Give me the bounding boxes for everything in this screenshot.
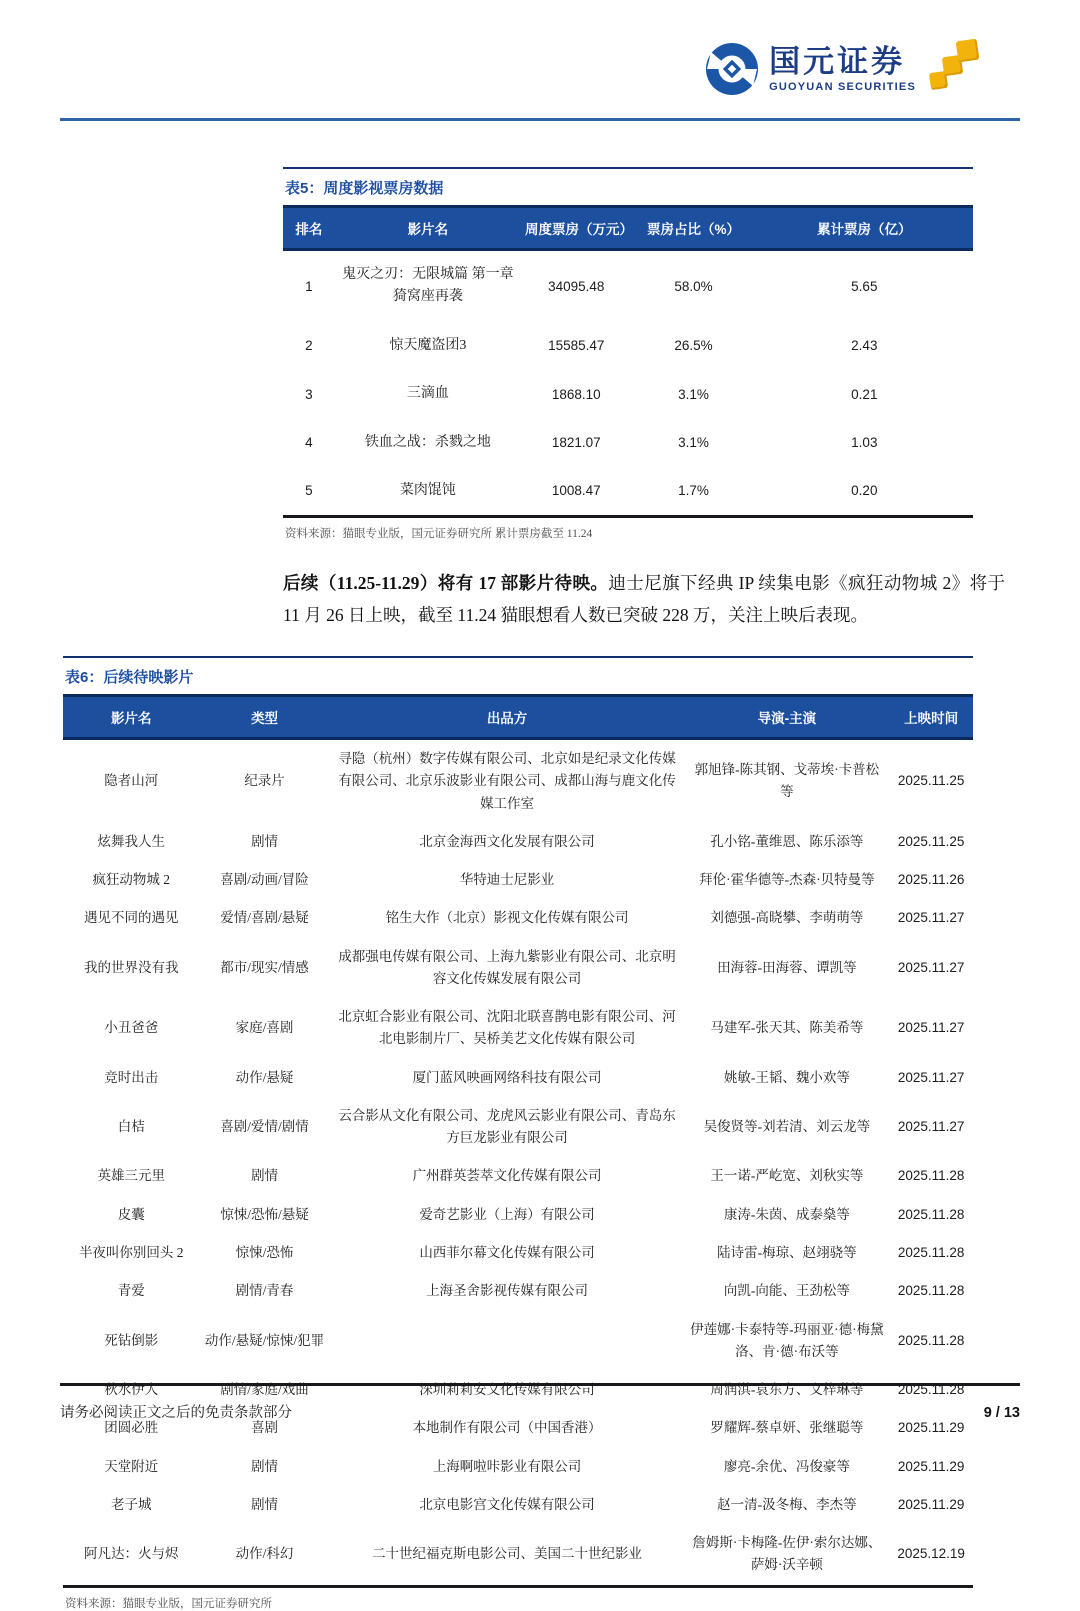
cell: 动作/悬疑 [235, 1069, 294, 1085]
cell: 2025.11.27 [897, 959, 965, 975]
table-row [283, 467, 973, 517]
cell: 2025.11.26 [897, 872, 965, 888]
table-row [63, 1059, 973, 1097]
cell: 姚敏-王韬、魏小欢等 [723, 1069, 850, 1085]
cell: 詹姆斯·卡梅隆-佐伊·索尔达娜、萨姆·沃辛顿 [685, 1524, 890, 1586]
cell: 三滴血 [406, 386, 449, 402]
cell: 铁血之战：杀戮之地 [364, 434, 491, 450]
cell: 剧情/青春 [235, 1283, 294, 1299]
cell: 青爱 [117, 1283, 145, 1299]
table-row [63, 899, 973, 937]
table-row [63, 1196, 973, 1234]
cell: 2025.11.28 [897, 1168, 965, 1184]
cell: 4 [305, 434, 313, 450]
cell: 铭生大作（北京）影视文化传媒有限公司 [385, 910, 629, 926]
table-row [63, 739, 973, 823]
cell: 剧情 [251, 833, 279, 849]
cell: 1 [305, 278, 313, 294]
cell: 上海啊啦咔影业有限公司 [432, 1458, 582, 1474]
cell: 老子城 [111, 1496, 152, 1512]
table-row [63, 1157, 973, 1195]
cell: 竞时出击 [104, 1069, 159, 1085]
cell: 孔小铭-董维恩、陈乐添等 [710, 833, 864, 849]
cell: 廖亮-余优、冯俊豪等 [723, 1458, 850, 1474]
cell: 小丑爸爸 [104, 1020, 159, 1036]
cell: 3.1% [678, 434, 709, 450]
cell: 惊悚/恐怖/悬疑 [220, 1206, 309, 1222]
cell: 2025.11.28 [897, 1283, 965, 1299]
disclaimer-text: 请务必阅读正文之后的免责条款部分 [60, 1405, 292, 1421]
cell: 2025.11.29 [897, 1420, 965, 1436]
cell: 广州群英荟萃文化传媒有限公司 [412, 1168, 602, 1184]
cell: 5 [283, 467, 335, 517]
weekly-boxoffice-table [283, 205, 973, 518]
column-header: 周度票房（万元） [521, 207, 631, 250]
table5-source-note: 资料来源：猫眼专业版，国元证券研究所 累计票房截至 11.24 [285, 528, 593, 541]
cell: 剧情 [251, 1496, 279, 1512]
table-row [283, 370, 973, 418]
cell: 北京电影宫文化传媒有限公司 [419, 1496, 595, 1512]
column-header: 出品方 [330, 696, 685, 739]
cell: 半夜叫你别回头 2 [78, 1245, 184, 1261]
cell: 炫舞我人生 [97, 833, 165, 849]
cell: 2025.11.25 [897, 773, 965, 789]
cell: 3.1% [678, 386, 709, 402]
cell: 15585.47 [548, 338, 605, 354]
cell: 英雄三元里 [97, 1168, 165, 1184]
paragraph-body: 迪士尼旗下经典 IP 续集电影《疯狂动物城 2》将于 11 月 26 日上映，截至 11.24 猫眼想看人数已突破 228 万，关注上映后表现。 [283, 573, 1005, 626]
cell: 2025.11.28 [897, 1206, 965, 1222]
cell: 爱奇艺影业（上海）有限公司 [419, 1206, 595, 1222]
logo-en-text: GUOYUAN SECURITIES [769, 80, 916, 93]
table-row [63, 1486, 973, 1524]
cell: 1008.47 [521, 467, 631, 517]
upcoming-films-table [63, 694, 973, 1588]
cell: 1821.07 [551, 434, 601, 450]
cell: 2025.11.25 [897, 833, 965, 849]
table-row [63, 1097, 973, 1158]
cell: 剧情 [251, 1168, 279, 1184]
cell: 2025.11.27 [897, 1020, 965, 1036]
cell: 二十世纪福克斯电影公司、美国二十世纪影业 [330, 1524, 685, 1586]
column-header: 导演-主演 [685, 696, 890, 739]
cell: 深圳莉莉安文化传媒有限公司 [419, 1382, 595, 1398]
table-row [283, 322, 973, 370]
cell: 都市/现实/情感 [220, 959, 309, 975]
cell: 厦门蓝风映画网络科技有限公司 [412, 1069, 602, 1085]
cell: 吴俊贤等-刘若清、刘云龙等 [703, 1119, 871, 1135]
cell: 喜剧/动画/冒险 [220, 872, 309, 888]
cell: 34095.48 [548, 278, 605, 294]
table-row [283, 419, 973, 467]
table-header-row [283, 207, 973, 250]
cell: 2.43 [851, 338, 878, 354]
cell: 寻隐（杭州）数字传媒有限公司、北京如是纪录文化传媒有限公司、北京乐波影业有限公司、成都山海与鹿文化传媒工作室 [338, 751, 676, 811]
table-row [63, 1234, 973, 1272]
cell: 26.5% [674, 338, 713, 354]
cell: 2025.11.27 [897, 1069, 965, 1085]
column-header: 影片名 [335, 207, 521, 250]
cell: 我的世界没有我 [84, 959, 179, 975]
column-header: 上映时间 [889, 696, 973, 739]
cell: 拜伦·霍华德等-杰森·贝特曼等 [699, 872, 875, 888]
cell: 成都强电传媒有限公司、上海九紫影业有限公司、北京明容文化传媒发展有限公司 [338, 948, 676, 986]
header-divider [60, 118, 1020, 121]
cell: 疯狂动物城 2 [92, 872, 171, 888]
table-row [63, 1524, 973, 1586]
cell: 0.20 [756, 467, 973, 517]
cell: 遇见不同的遇见 [84, 910, 179, 926]
guoyuan-logo [705, 40, 980, 98]
cell: 王一诺-严屹宽、刘秋实等 [710, 1168, 864, 1184]
cell: 菜肉馄饨 [335, 467, 521, 517]
table6-source-note: 资料来源：猫眼专业版，国元证券研究所 [65, 1597, 272, 1610]
cell: 周润淇-袁东方、文梓琳等 [710, 1382, 864, 1398]
cell: 动作/科幻 [200, 1524, 330, 1586]
cell: 鬼灭之刃：无限城篇 第一章 猗窝座再袭 [342, 267, 514, 305]
table-row [63, 938, 973, 999]
table-row [63, 1448, 973, 1486]
guoyuan-logo-icon [705, 42, 759, 96]
logo-cn-text: 国元证券 [769, 43, 906, 79]
column-header: 票房占比（%） [631, 207, 755, 250]
cell: 白桔 [117, 1119, 145, 1135]
cell: 惊悚/恐怖 [235, 1245, 294, 1261]
cell: 家庭/喜剧 [235, 1020, 294, 1036]
cell: 58.0% [674, 278, 713, 294]
cell: 1868.10 [551, 386, 601, 402]
column-header: 影片名 [63, 696, 200, 739]
cell: 本地制作有限公司（中国香港） [412, 1420, 602, 1436]
cell: 山西菲尔幕文化传媒有限公司 [419, 1245, 595, 1261]
commentary-paragraph [283, 568, 1005, 632]
cell: 团圆必胜 [104, 1420, 159, 1436]
cell: 2025.11.27 [897, 910, 965, 926]
cell: 北京金海西文化发展有限公司 [419, 833, 595, 849]
cell: 2025.11.29 [897, 1496, 965, 1512]
pixel-diamonds-decoration [928, 40, 980, 98]
cell: 动作/悬疑/惊悚/犯罪 [204, 1332, 325, 1348]
cell: 康涛-朱茵、成泰燊等 [723, 1206, 850, 1222]
cell: 2025.11.27 [897, 1119, 965, 1135]
cell: 喜剧/爱情/剧情 [220, 1119, 309, 1135]
cell: 2025.11.28 [897, 1245, 965, 1261]
cell: 赵一清-汲冬梅、李杰等 [717, 1496, 857, 1512]
cell: 剧情 [251, 1458, 279, 1474]
cell: 上海圣舍影视传媒有限公司 [426, 1283, 589, 1299]
cell: 3 [305, 386, 313, 402]
page-footer [60, 1383, 1020, 1422]
cell: 死钻倒影 [104, 1332, 159, 1348]
table-row [63, 823, 973, 861]
cell: 向凯-向能、王劲松等 [723, 1283, 850, 1299]
cell: 阿凡达：火与烬 [63, 1524, 200, 1586]
cell: 喜剧 [251, 1420, 279, 1436]
cell: 2025.11.28 [897, 1382, 965, 1398]
cell: 云合影从文化有限公司、龙虎风云影业有限公司、青岛东方巨龙影业有限公司 [338, 1107, 676, 1146]
cell: 2025.11.29 [897, 1458, 965, 1474]
cell: 田海蓉-田海蓉、谭凯等 [717, 959, 857, 975]
cell: 北京虹合影业有限公司、沈阳北联喜鹊电影有限公司、河北电影制片厂、吴桥美艺文化传媒有限公司 [338, 1009, 676, 1047]
cell: 5.65 [851, 278, 878, 294]
cell: 2025.12.19 [889, 1524, 973, 1586]
cell: 纪录片 [244, 773, 285, 789]
page-number: 9 / 13 [983, 1405, 1020, 1421]
cell: 2025.11.28 [897, 1332, 965, 1348]
column-header: 类型 [200, 696, 330, 739]
table-row [63, 1272, 973, 1310]
cell: 马建军-张天其、陈美希等 [710, 1020, 864, 1036]
page-header [0, 0, 1080, 121]
table-header-row [63, 696, 973, 739]
cell: 惊天魔盗团3 [389, 337, 467, 353]
column-header: 累计票房（亿） [756, 207, 973, 250]
cell: 伊莲娜·卡泰特等-玛丽亚·德·梅黛洛、肯·德·布沃等 [690, 1321, 884, 1359]
cell: 皮囊 [117, 1206, 145, 1222]
cell: 爱情/喜剧/悬疑 [220, 910, 309, 926]
cell: 陆诗雷-梅琼、赵翊骁等 [717, 1245, 857, 1261]
table-row [63, 1311, 973, 1372]
table-row [63, 861, 973, 899]
cell: 剧情/家庭/戏曲 [220, 1382, 309, 1398]
table5-title: 表5：周度影视票房数据 [283, 167, 973, 205]
cell: 郭旭锋-陈其钢、戈蒂埃·卡普松等 [694, 762, 880, 800]
weekly-boxoffice-table-section [283, 167, 973, 541]
paragraph-lead: 后续（11.25-11.29）将有 17 部影片待映。 [283, 573, 609, 594]
cell: 0.21 [851, 386, 878, 402]
cell: 罗耀辉-蔡卓妍、张继聪等 [710, 1420, 864, 1436]
cell [330, 1311, 685, 1372]
cell: 天堂附近 [104, 1458, 159, 1474]
table6-title: 表6：后续待映影片 [63, 656, 973, 694]
cell: 刘德强-高晓攀、李萌萌等 [710, 910, 864, 926]
cell: 1.03 [851, 434, 878, 450]
table-row [63, 998, 973, 1059]
column-header: 排名 [283, 207, 335, 250]
cell: 秋水伊人 [104, 1382, 159, 1398]
table-row [283, 250, 973, 322]
cell: 2 [305, 338, 313, 354]
upcoming-films-table-section [63, 656, 973, 1611]
cell: 隐者山河 [104, 773, 159, 789]
cell: 1.7% [631, 467, 755, 517]
cell: 华特迪士尼影业 [459, 872, 555, 888]
